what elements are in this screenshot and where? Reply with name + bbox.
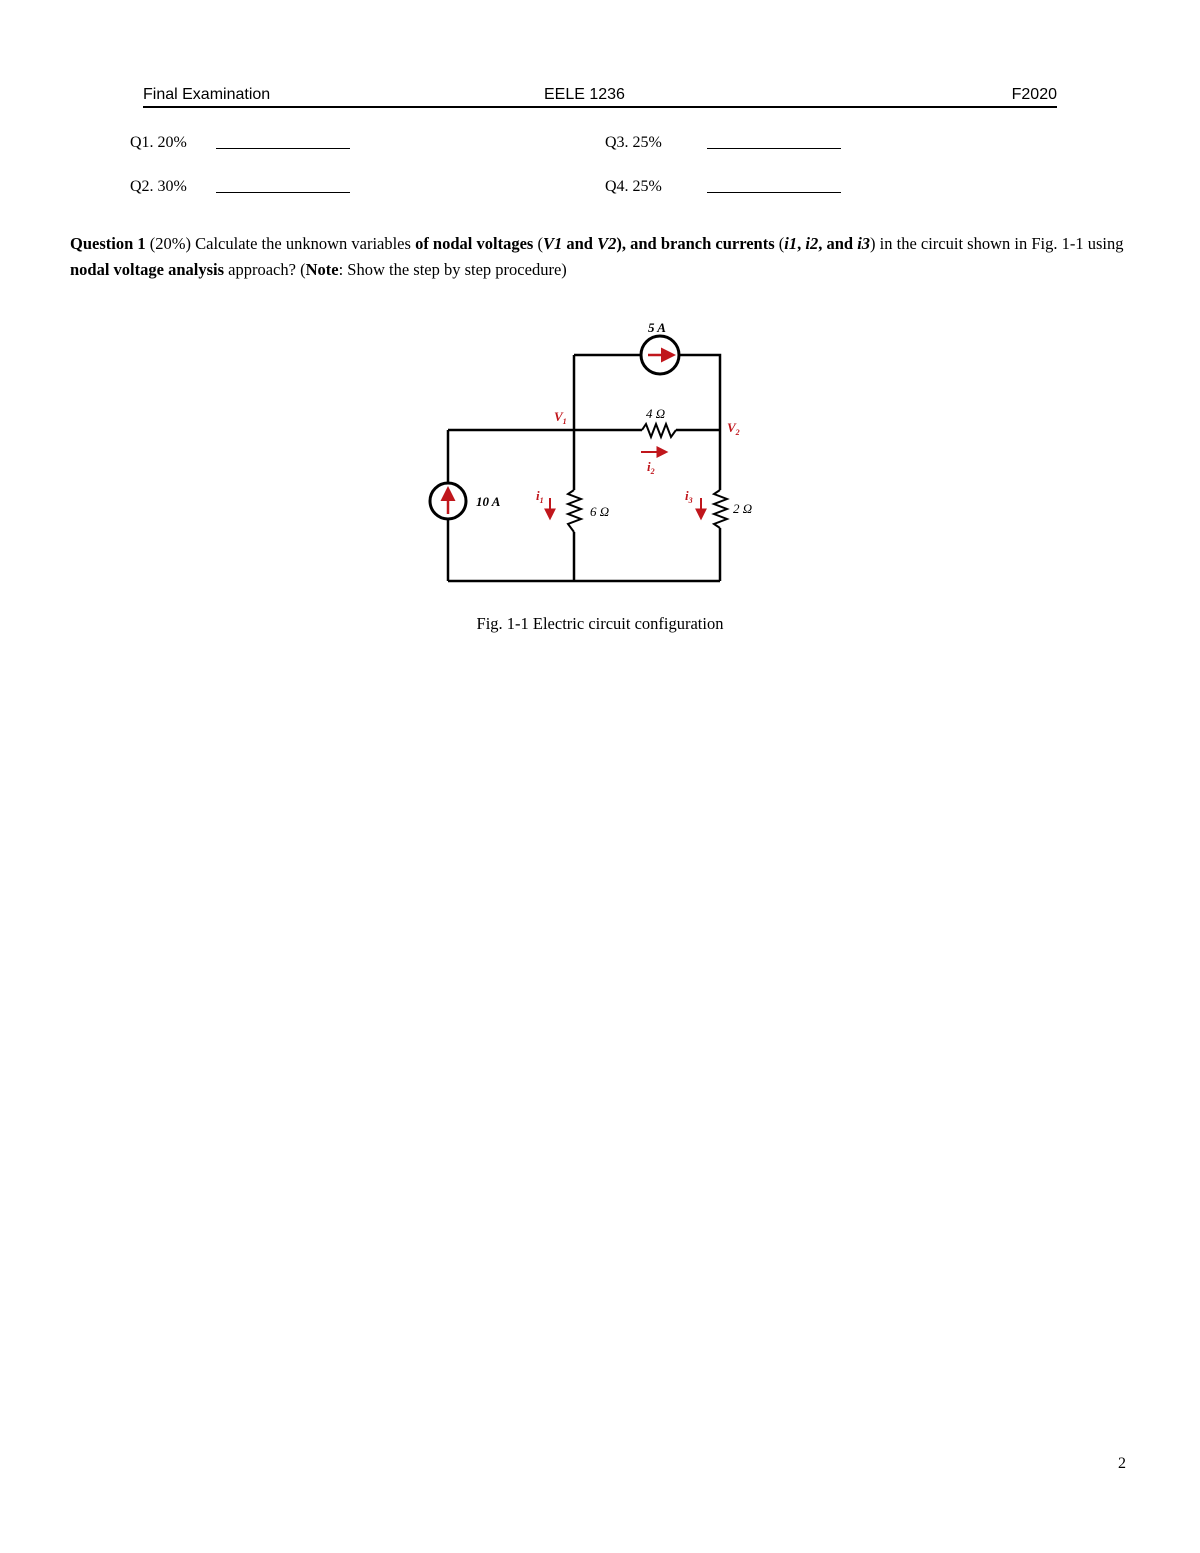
question-text-part: (: [774, 234, 785, 253]
label-node-v2: $V_2$: [727, 420, 740, 437]
question-bold-part: nodal voltage analysis: [70, 260, 225, 279]
score-q1-label: Q1. 20%: [130, 134, 187, 151]
resistor-4-ohm: [642, 424, 676, 437]
label-node-v1: $V_1$: [554, 409, 567, 426]
label-current-i1: $i_1$: [536, 488, 544, 505]
var-i1: i1: [784, 234, 798, 253]
var-v2: V2: [597, 234, 617, 253]
wire-top-source-right: [679, 355, 720, 490]
circuit-wires: [448, 355, 720, 581]
question-bold-part: of nodal voltages: [415, 234, 534, 253]
score-q2-label: Q2. 30%: [130, 178, 187, 195]
question-bold-part: ), and branch currents: [616, 234, 775, 253]
page-number: 2: [1118, 1455, 1126, 1472]
header-exam-title: Final Examination: [143, 86, 271, 103]
label-current-i2: $i_2$: [647, 459, 655, 476]
question-text-part: ) in the circuit shown in Fig. 1-1 using: [870, 234, 1124, 253]
label-4-ohm: 4 Ω: [646, 406, 666, 421]
header-course-code: EELE 1236: [544, 86, 625, 103]
figure-caption: Fig. 1-1 Electric circuit configuration: [476, 614, 724, 633]
label-10a: 10 A: [476, 494, 501, 509]
question-text-part: : Show the step by step procedure): [338, 260, 567, 279]
circuit-diagram: [0, 0, 1200, 640]
current-source-5a: [641, 336, 679, 374]
label-2-ohm: 2 Ω: [733, 501, 753, 516]
var-i3: i3: [857, 234, 871, 253]
label-5a: 5 A: [648, 320, 666, 335]
label-current-i3: $i_3$: [685, 488, 693, 505]
question-bold-part: and: [562, 234, 598, 253]
question-bold-part: , and: [818, 234, 858, 253]
question-title: Question 1: [70, 234, 146, 253]
current-source-10a: [430, 483, 466, 519]
var-v1: V1: [542, 234, 563, 253]
score-q4-label: Q4. 25%: [605, 178, 662, 195]
question-weight: (20%): [145, 234, 196, 253]
question-bold-part: ,: [797, 234, 806, 253]
score-q3-label: Q3. 25%: [605, 134, 662, 151]
question-text-part: approach? (: [224, 260, 306, 279]
resistor-2-ohm: [714, 490, 727, 528]
var-i2: i2: [805, 234, 819, 253]
resistor-6-ohm: [568, 490, 581, 532]
question-text-part: (: [533, 234, 543, 253]
question-text-part: Calculate the unknown variables: [195, 234, 416, 253]
question-note-label: Note: [305, 260, 339, 279]
label-6-ohm: 6 Ω: [590, 504, 610, 519]
header-term: F2020: [1011, 86, 1057, 103]
